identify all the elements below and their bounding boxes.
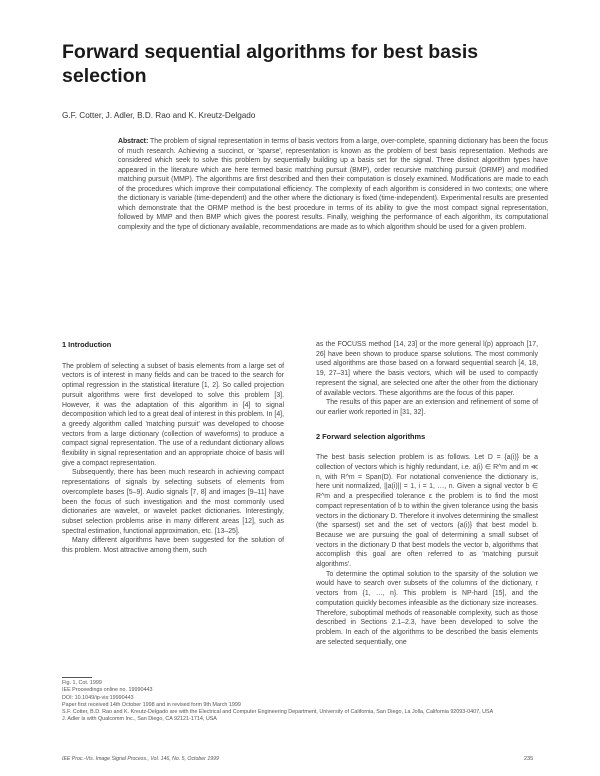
intro-paragraph-5: The results of this paper are an extension and refinement of some of our earlier work reported in [31, 32]. bbox=[316, 399, 538, 416]
intro-paragraph-4: as the FOCUSS method [14, 23] or the more general l(p) approach [17, 26] have been shown to produce sparse solutions. The most commonly used algorithms are those based on a forward sequential search [4, 18, 19, 27–31] where the basis vectors, which will be used to compactly represent the signal, are selected one after the other from the dictionary of available vectors. These algorithms are the focus of this paper. bbox=[316, 341, 538, 397]
abstract-label: Abstract: bbox=[118, 138, 149, 145]
footnote-line: Fig. 1, Cot. 1999 bbox=[62, 680, 102, 686]
forward-paragraph-2: To determine the optimal solution to the sparsity of the solution we would have to search over subsets of the columns of the dictionary, r vectors from {1, …, n}. This problem is NP-hard [15], and the computation quickly becomes infeasible as the dictionary size increases. Therefore, suboptimal methods of reasonable complexity, such as those described in Sections 2.1–2.3, have been developed to solve the problem. In each of the algorithms to be described the basis elements are selected sequentially, one bbox=[316, 570, 538, 646]
abstract-text: The problem of signal representation in terms of basis vectors from a large, over-complete, spanning dictionary has been the focus of much research. Achieving a succinct, or 'sparse', representation is known as the problem of best basis representation. Methods are considered which seek to solve this problem by sequentially building up a basis set for the signal. Three distinct algorithm types have appeared in the literature which are here termed basic matching pursuit (BMP), order recursive matching pursuit (ORMP) and modified matching pursuit (MMP). The algorithms are first described and then their computation is closely examined. Modifications are made to each of the procedures which improve their computational efficiency. The complexity of each algorithm is considered in two contexts; one where the dictionary is variable (time-dependent) and the other where the dictionary is fixed (time-independent). Experimental results are presented which demonstrate that the ORMP method is the best procedure in terms of its ability to give the most compact signal representation, followed by MMP and then BMP which gives the poorest results. Finally, weighing the performance of each algorithm, its computational complexity and the type of dictionary available, recommendations are made as to which algorithm should be used for a given problem. bbox=[118, 138, 548, 231]
left-column bbox=[62, 340, 284, 556]
intro-paragraph-3: Many different algorithms have been suggested for the solution of this problem. Most attractive among them, such bbox=[62, 537, 284, 555]
footnote-line: S.F. Cotter, B.D. Rao and K. Kreutz-Delgado are with the Electrical and Computer Engineering Department, University of California, San Diego, La Jolla, California 92093-0407, USA bbox=[62, 709, 494, 715]
intro-paragraph-1: The problem of selecting a subset of basis elements from a large set of vectors is of interest in many fields and can be traced to the search for optimal regression in the statistical literature [1, 2]. So called projection pursuit algorithms were first developed to solve this problem [3]. However, it was the adaptation of this algorithm in [4] to signal decomposition which led to a great deal of interest in this problem. In [4], a greedy algorithm called 'matching pursuit' was developed to choose vectors from a large dictionary (collection of waveforms) to produce a compact signal representation. The use of a redundant dictionary allows flexibility in signal representation and an appropriate choice of basis will give a compact representation. bbox=[62, 362, 284, 467]
intro-paragraph-2: Subsequently, there has been much research in achieving compact representations of signals by selecting subsets of elements from overcomplete bases [5–9]. Audio signals [7, 8] and images [9–11] have been the focus of such investigation and the most commonly used dictionaries are wavelet, or wavelet packet dictionaries. Interestingly, subset selection problems arise in many different areas [12], such as spectral estimation, functional approximation, etc. [13–25]. bbox=[62, 469, 284, 535]
footnote-rule bbox=[62, 677, 92, 678]
footnote-line: Paper first received 14th October 1998 and in revised form 9th March 1999 bbox=[62, 701, 241, 708]
paper-title: Forward sequential algorithms for best basis selection bbox=[62, 41, 479, 87]
footnote-line: J. Adler is with Qualcomm Inc., San Diego, CA 92121-1714, USA bbox=[62, 716, 217, 723]
section-heading-introduction: 1 Introduction bbox=[62, 340, 112, 349]
footnote-line: IEE Proceedings online no. 19990443 bbox=[62, 687, 153, 694]
section-gap bbox=[316, 418, 538, 432]
journal-footer: IEE Proc.-Vis. Image Signal Process., Vol. 146, No. 5, October 1999 bbox=[62, 756, 219, 762]
forward-paragraph-1: The best basis selection problem is as follows. Let D = {a(i)} be a collection of vectors which is highly redundant, i.e. a(i) ∈ R^m and m ≪ n, with R^m = Span(D). For notational convenience the dictionary is, here unit normalized, ||a(i)|| = 1, i = 1, …, n. Given a signal vector b ∈ R^m and a prespecified tolerance ε the problem is to find the most compact representation of b to within the given tolerance using the basis vectors in the dictionary D. Therefore it involves determining the smallest (the sparsest) set and the set of vectors {a(i)} that best model b. Because we are pursuing the goal of determining a small subset of vectors in the dictionary D that best models the vector b, algorithms that accomplish this goal are often referred to as 'matching pursuit algorithms'. bbox=[316, 454, 538, 569]
section-heading-forward-selection: 2 Forward selection algorithms bbox=[316, 431, 426, 441]
footnotes-block bbox=[62, 680, 494, 724]
abstract-block bbox=[118, 137, 548, 232]
right-column bbox=[316, 340, 538, 647]
authors-line: G.F. Cotter, J. Adler, B.D. Rao and K. Kreutz-Delgado bbox=[62, 111, 256, 120]
page-number: 235 bbox=[524, 756, 534, 762]
footnote-line: DOI: 10.1049/ip-vis:19990443 bbox=[62, 694, 134, 701]
